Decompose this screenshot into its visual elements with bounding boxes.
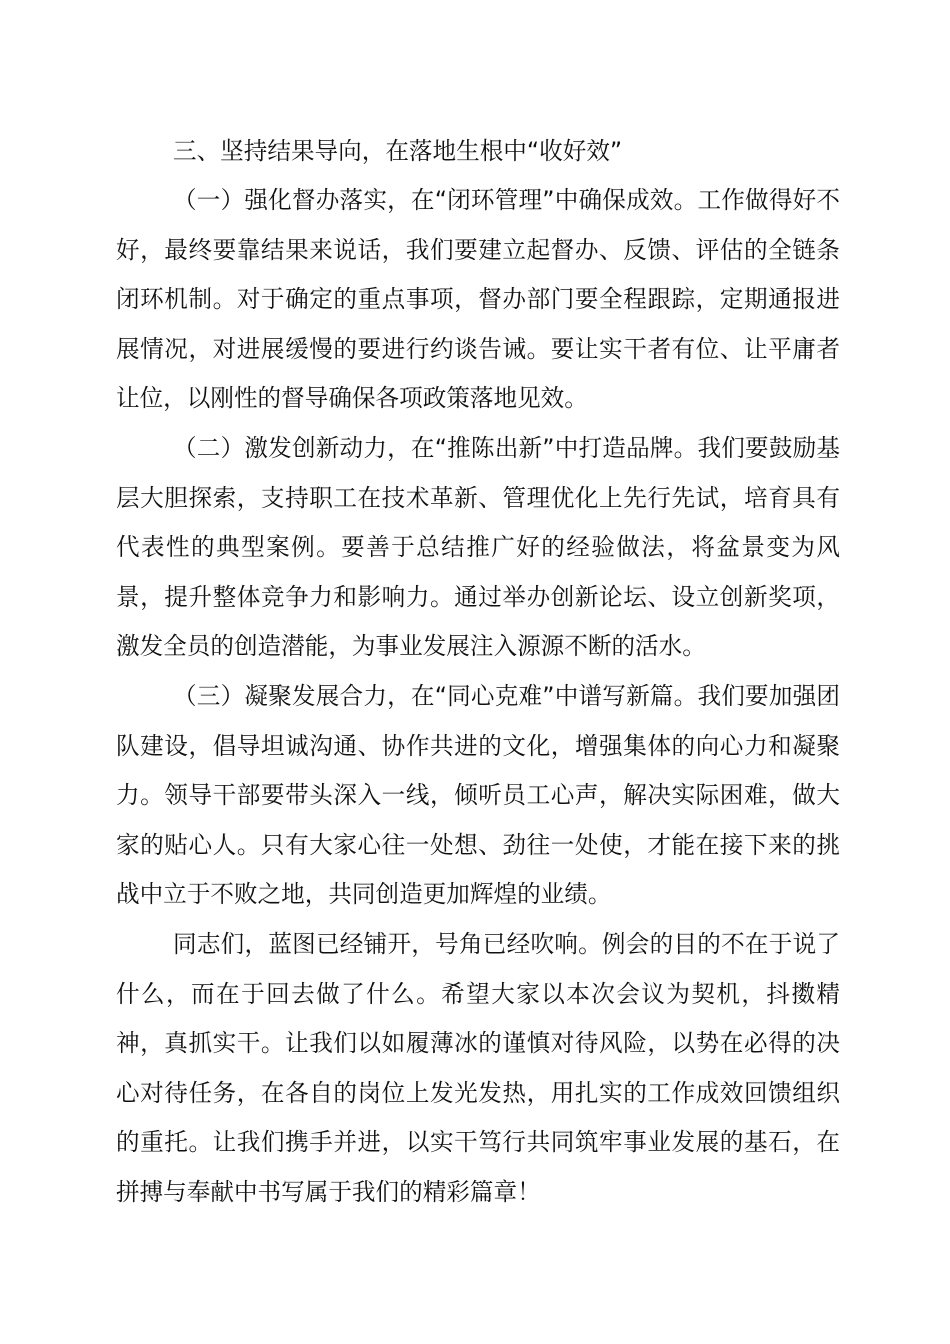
paragraph-supervision: （一）强化督办落实，在“闭环管理”中确保成效。工作做得好不好，最终要靠结果来说话，我们要建立起督办、反馈、评估的全链条闭环机制。对于确定的重点事项，督办部门要全程跟踪，定期通报进展情况，对进展缓慢的要进行约谈告诫。要让实干者有位、让平庸者让位，以刚性的督导确保各项政策落地见效。 — [116, 186, 840, 413]
section-heading: 三、坚持结果导向，在落地生根中“收好效” — [173, 137, 623, 165]
paragraph-cohesion: （三）凝聚发展合力，在“同心克难”中谱写新篇。我们要加强团队建设，倡导坦诚沟通、协作共进的文化，增强集体的向心力和凝聚力。领导干部要带头深入一线，倾听员工心声，解决实际困难，做大家的贴心人。只有大家心往一处想、劲往一处使，才能在接下来的挑战中立于不败之地，共同创造更加辉煌的业绩。 — [116, 681, 840, 909]
paragraph-closing: 同志们，蓝图已经铺开，号角已经吹响。例会的目的不在于说了什么，而在于回去做了什么。希望大家以本次会议为契机，抖擞精神，真抓实干。让我们以如履薄冰的谨慎对待风险，以势在必得的决心对待任务，在各自的岗位上发光发热，用扎实的工作成效回馈组织的重托。让我们携手并进，以实干笃行共同筑牢事业发展的基石，在拼搏与奉献中书写属于我们的精彩篇章！ — [116, 929, 840, 1206]
paragraph-innovation: （二）激发创新动力，在“推陈出新”中打造品牌。我们要鼓励基层大胆探索，支持职工在技术革新、管理优化上先行先试，培育具有代表性的典型案例。要善于总结推广好的经验做法，将盆景变为风景，提升整体竞争力和影响力。通过举办创新论坛、设立创新奖项，激发全员的创造潜能，为事业发展注入源源不断的活水。 — [116, 433, 840, 661]
document-body — [116, 126, 840, 1217]
